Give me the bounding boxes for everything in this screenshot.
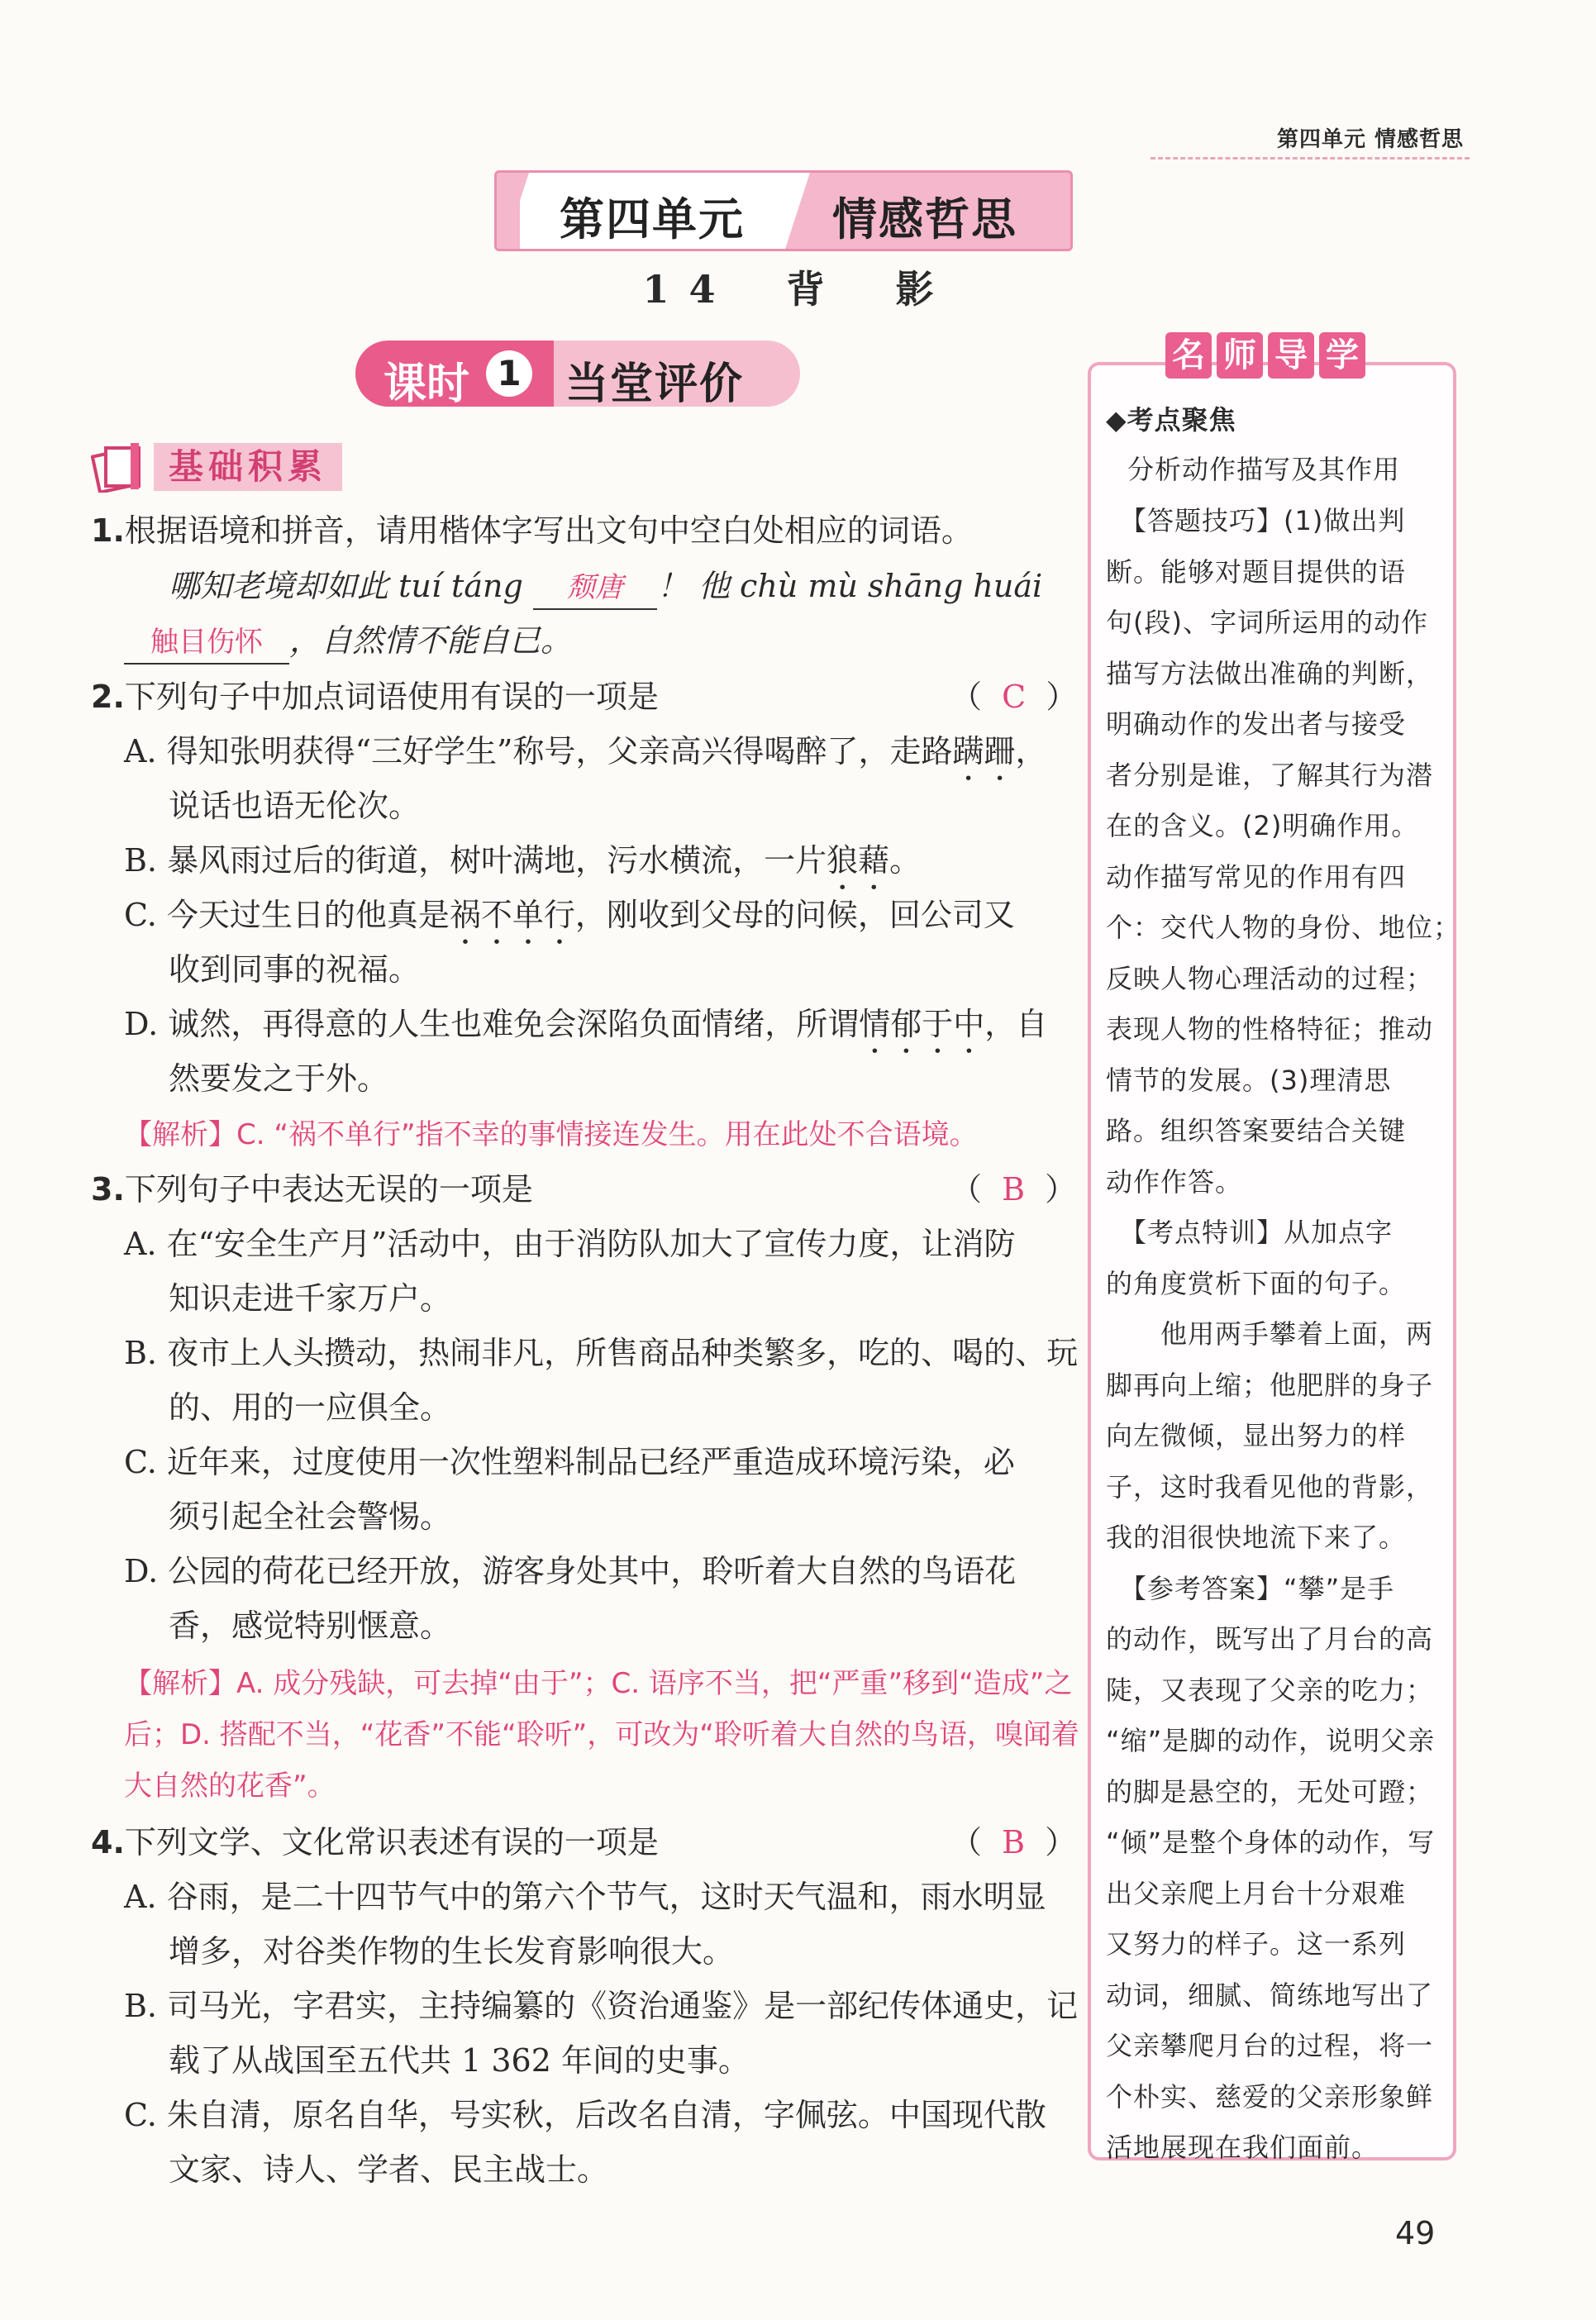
- answer-letter: C: [1002, 679, 1027, 715]
- option-b-cont: 的、用的一应俱全。: [169, 1389, 452, 1426]
- option-b: B. 夜市上人头攒动，热闹非凡，所售商品种类繁多，吃的、喝的、玩: [124, 1335, 1079, 1371]
- answer-blank-1: 颓唐: [533, 567, 657, 610]
- guide-line: 个：交代人物的身份、地位；: [1106, 912, 1461, 943]
- guide-line: “缩”是脚的动作，说明父亲: [1106, 1725, 1436, 1756]
- guide-line: 个朴实、慈爱的父亲形象鲜: [1106, 2080, 1434, 2113]
- question-number: 1.: [91, 512, 125, 549]
- analysis-note-3: 大自然的花香”。: [124, 1770, 336, 1803]
- guide-line: 明确动作的发出者与接受: [1106, 708, 1407, 740]
- guide-line: 向左微倾，显出努力的样: [1106, 1420, 1407, 1451]
- guide-line: 表现人物的性格特征；推动: [1106, 1013, 1434, 1045]
- guide-line: 子，这时我看见他的背影，: [1106, 1470, 1434, 1503]
- question-number: 3.: [91, 1171, 125, 1208]
- guide-line: 他用两手攀着上面，两: [1106, 1318, 1434, 1350]
- guide-line: 【参考答案】“攀”是手: [1106, 1572, 1395, 1604]
- question-4: [91, 1822, 659, 1863]
- guide-line: 在的含义。(2)明确作用。: [1106, 810, 1419, 841]
- book-icon: [91, 441, 152, 493]
- guide-line: 断。能够对题目提供的语: [1106, 555, 1407, 588]
- section-label: 基础积累: [154, 443, 342, 491]
- guide-line: 【考点特训】从加点字: [1106, 1217, 1394, 1248]
- answer-paren: （ C ）: [950, 679, 1078, 715]
- guide-line: 的角度赏析下面的句子。: [1106, 1267, 1407, 1299]
- question-1-line: [169, 565, 1042, 610]
- option-c-cont: 文家、诗人、学者、民主战士。: [169, 2151, 609, 2188]
- unit-theme: 情感哲思: [832, 193, 1017, 245]
- guide-line: 脚再向上缩；他肥胖的身子: [1106, 1369, 1434, 1401]
- question-3: [91, 1169, 533, 1210]
- option-text: A. 得知张明获得“三好学生”称号，父亲高兴得喝醉了，走路: [124, 733, 953, 769]
- option-text-end: ，自: [984, 1006, 1048, 1042]
- guide-line: 动作作答。: [1106, 1165, 1243, 1198]
- guide-line: 路。组织答案要结合关键: [1106, 1115, 1407, 1146]
- option-a-cont: 增多，对谷类作物的生长发育影响很大。: [169, 1933, 735, 1970]
- guide-line: 情节的发展。(3)理清思: [1106, 1064, 1392, 1096]
- answer-paren: （ B ）: [950, 1824, 1077, 1860]
- option-a: A. 在“安全生产月”活动中，由于消防队加大了宣传力度，让消防: [124, 1226, 1016, 1262]
- analysis-note-2: 后；D. 搭配不当，“花香”不能“聆听”，可改为“聆听着大自然的鸟语，嗅闻着: [124, 1718, 1079, 1751]
- option-c: C. 朱自清，原名自华，号实秋，后改名自清，字佩弦。中国现代散: [124, 2097, 1046, 2133]
- question-1: [91, 510, 973, 551]
- teacher-guide-tag: [1165, 332, 1365, 385]
- guide-line: 活地展现在我们面前。: [1106, 2132, 1379, 2163]
- question-number: 2.: [91, 679, 125, 715]
- option-c-cont: 收到同事的祝福。: [169, 951, 421, 988]
- option-b: [124, 840, 921, 897]
- guide-line: 反映人物心理活动的过程；: [1106, 962, 1434, 994]
- dotted-word: 情郁于中: [859, 1006, 985, 1042]
- guide-line: 的脚是悬空的，无处可蹬；: [1106, 1775, 1434, 1808]
- guide-line: 又努力的样子。这一系列: [1106, 1928, 1407, 1960]
- session-title: 当堂评价: [565, 360, 745, 409]
- option-text-end: 。: [889, 842, 922, 879]
- question-1-text-c: ，自然情不能自已。: [289, 622, 573, 659]
- guide-line: 出父亲爬上月台十分艰难: [1106, 1877, 1407, 1909]
- option-d: [124, 1003, 1047, 1060]
- guide-line: 句(段)、字词所运用的动作: [1106, 607, 1428, 638]
- question-1-line-2: [124, 620, 572, 665]
- option-text-end: ，: [1015, 733, 1047, 769]
- answer-paren: （ B ）: [950, 1171, 1077, 1208]
- answer-letter: B: [1002, 1171, 1026, 1208]
- focus-heading: ◆考点聚焦: [1106, 404, 1236, 436]
- tag-char: 导: [1268, 332, 1314, 379]
- analysis-note: 【解析】A. 成分残缺，可去掉“由于”；C. 语序不当，把“严重”移到“造成”之: [124, 1667, 1073, 1700]
- guide-line: 动词，细腻、简练地写出了: [1106, 1979, 1434, 2011]
- banner-edge: [497, 173, 520, 249]
- guide-line: 【答题技巧】(1)做出判: [1106, 505, 1406, 536]
- option-b: B. 司马光，字君实，主持编纂的《资治通鉴》是一部纪传体通史，记: [124, 1988, 1079, 2024]
- session-prefix: 课时: [384, 360, 470, 409]
- session-number: 1: [486, 350, 532, 397]
- option-text: C. 今天过生日的他真是: [124, 897, 450, 933]
- option-text: B. 暴风雨过后的街道，树叶满地，污水横流，一片: [124, 842, 827, 879]
- answer-letter: B: [1002, 1824, 1026, 1860]
- dotted-word: 狼藉: [827, 842, 890, 879]
- tag-char: 学: [1319, 332, 1365, 379]
- session-badge: [355, 341, 800, 407]
- option-c-cont: 须引起全社会警惕。: [169, 1498, 452, 1535]
- focus-title: 分析动作描写及其作用: [1127, 454, 1401, 485]
- unit-number: 第四单元: [560, 193, 745, 245]
- question-stem: 根据语境和拼音，请用楷体字写出文句中空白处相应的词语。: [124, 512, 973, 549]
- guide-line: 陡，又表现了父亲的吃力；: [1106, 1674, 1434, 1706]
- guide-line: 我的泪很快地流下来了。: [1106, 1522, 1407, 1553]
- running-header: 第四单元 情感哲思: [1276, 127, 1464, 152]
- guide-line: 动作描写常见的作用有四: [1106, 860, 1407, 893]
- question-1-text-b: ！ 他 chù mù shāng huái: [656, 568, 1043, 604]
- header-rule: [1151, 157, 1470, 160]
- guide-line: 描写方法做出准确的判断，: [1106, 657, 1434, 689]
- guide-line: 父亲攀爬月台的过程，将一: [1106, 2030, 1434, 2061]
- lesson-title: 14 背 影: [642, 267, 954, 312]
- option-b-cont: 载了从战国至五代共 1 362 年间的史事。: [169, 2042, 750, 2079]
- option-d-cont: 然要发之于外。: [169, 1060, 389, 1097]
- dotted-word: 蹒跚: [952, 733, 1016, 769]
- answer-blank-2: 触目伤怀: [124, 622, 289, 665]
- option-text-end: ，刚收到父母的问候，回公司又: [574, 897, 1015, 933]
- option-c: C. 近年来，过度使用一次性塑料制品已经严重造成环境污染，必: [124, 1444, 1015, 1480]
- question-1-text: 哪知老境却如此 tuí táng: [169, 568, 523, 604]
- unit-banner: [494, 170, 1073, 251]
- tag-char: 名: [1165, 332, 1212, 379]
- question-stem: 下列句子中加点词语使用有误的一项是: [124, 679, 659, 715]
- page-number: 49: [1395, 2215, 1436, 2251]
- tag-char: 师: [1217, 332, 1263, 379]
- dotted-word: 祸不单行: [449, 897, 575, 933]
- option-c: [124, 894, 1015, 951]
- guide-line: 者分别是谁，了解其行为潜: [1106, 759, 1434, 791]
- option-d: D. 公园的荷花已经开放，游客身处其中，聆听着大自然的鸟语花: [124, 1553, 1017, 1589]
- option-d-cont: 香，感觉特别惬意。: [169, 1608, 452, 1644]
- guide-line: “倾”是整个身体的动作，写: [1106, 1827, 1436, 1858]
- option-a-cont: 知识走进千家万户。: [169, 1280, 452, 1317]
- option-text: D. 诚然，再得意的人生也难免会深陷负面情绪，所谓: [124, 1006, 860, 1042]
- question-stem: 下列文学、文化常识表述有误的一项是: [124, 1824, 659, 1860]
- question-number: 4.: [91, 1824, 125, 1860]
- option-a-cont: 说话也语无伦次。: [169, 788, 421, 824]
- question-stem: 下列句子中表达无误的一项是: [124, 1171, 533, 1208]
- question-2: [91, 676, 659, 717]
- guide-line: 的动作，既写出了月台的高: [1106, 1623, 1434, 1655]
- analysis-note: 【解析】C. “祸不单行”指不幸的事情接连发生。用在此处不合语境。: [124, 1118, 978, 1151]
- option-a: A. 谷雨，是二十四节气中的第六个节气，这时天气温和，雨水明显: [124, 1879, 1046, 1915]
- option-a: [124, 731, 1047, 788]
